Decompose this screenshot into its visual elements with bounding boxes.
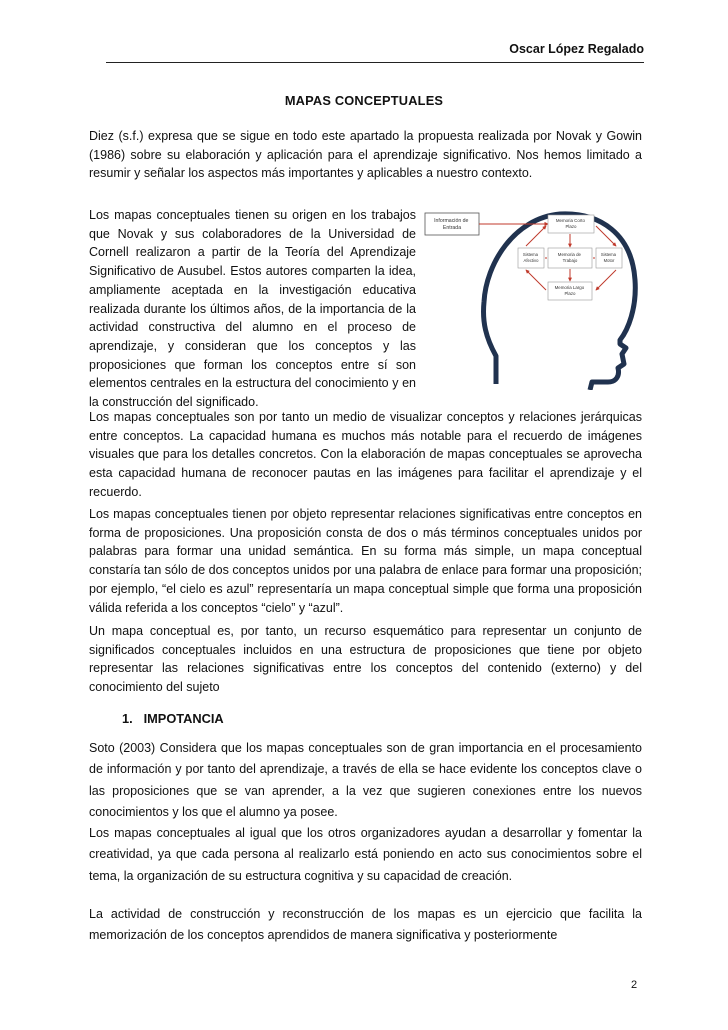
input-label-line1: Información de bbox=[434, 218, 469, 224]
paragraph-memorization: La actividad de construcción y reconstrucción de los mapas es un ejercicio que facilita la memorización de los conceptos aprendidos de manera significativa y posteriormente bbox=[89, 907, 642, 943]
paragraph-definition: Un mapa conceptual es, por tanto, un recurso esquemático para representar un conjunto de significados conceptuales incluidos en una estructura de proposiciones que tiene por objeto representar las relaciones significativas entre los conceptos del contenido (externo) y del conocimiento del sujeto bbox=[89, 624, 642, 695]
section-number: 1. bbox=[122, 711, 133, 726]
svg-text:Memoria Largo Plazo: Memoria Largo Plazo bbox=[554, 285, 585, 296]
paragraph-importance: Soto (2003) Considera que los mapas conceptuales son de gran importancia en el procesamiento de información y por tanto del aprendizaje, a través de ella se hace evidente los conceptos clave o las proposiciones que se van aprender, a la vez que sugieren conexiones entre los nuevos conocimientos y los que el alumno ya posee. bbox=[89, 741, 642, 819]
section-title: IMPOTANCIA bbox=[143, 711, 224, 726]
svg-text:Memoria de Trabajo: Memoria de Trabajo bbox=[557, 252, 581, 263]
svg-text:Sistema Motor: Sistema Motor bbox=[600, 252, 616, 263]
paragraph-creativity: Los mapas conceptuales al igual que los otros organizadores ayudan a desarrollar y fomentar la creatividad, ya que cada persona al realizarlo está poniendo en acto sus conocimientos sobre el tema, la organización de su estructura cognitiva y su capacidad de creación. bbox=[89, 826, 642, 883]
head-silhouette bbox=[484, 214, 636, 390]
header-author: Oscar López Regalado bbox=[509, 42, 644, 56]
page-header bbox=[106, 38, 644, 63]
paragraph-propositions: Los mapas conceptuales tienen por objeto representar relaciones significativas entre conceptos en forma de proposiciones. Una proposición consta de dos o más términos conceptuales unidos por palabras para formar una unidad semántica. En su forma más simple, un mapa conceptual constaría tan sólo de dos conceptos unidos por una palabra de enlace para formar una proposición; por ejemplo, “el cielo es azul” representaría un mapa conceptual simple que forma una proposición válida referida a los conceptos “cielo” y “azul”. bbox=[89, 507, 642, 615]
brain-diagram-figure bbox=[422, 198, 640, 390]
svg-text:Memoria Corto Plazo: Memoria Corto Plazo bbox=[555, 218, 585, 229]
section-heading bbox=[122, 711, 224, 726]
paragraph-visualization: Los mapas conceptuales son por tanto un medio de visualizar conceptos y relaciones jerárquicas entre conceptos. La capacidad humana es muchos más notable para el recuerdo de imágenes visuales que para los detalles concretos. Con la elaboración de mapas conceptuales se aprovecha esta capacidad humana de reconocer pautas en las imágenes para facilitar el aprendizaje y el recuerdo. bbox=[89, 410, 642, 499]
paragraph-intro: Diez (s.f.) expresa que se sigue en todo este apartado la propuesta realizada por Novak y Gowin (1986) sobre su elaboración y aplicación para el aprendizaje significativo. Nos hemos limitado a resumir y señalar los aspectos más importantes y aplicables a nuestro contexto. bbox=[89, 129, 642, 181]
paragraph-origin: Los mapas conceptuales tienen su origen en los trabajos que Novak y sus colaboradores de la Universidad de Cornell realizaron a partir de la Teoría del Aprendizaje Significativo de Ausubel. Estos autores comparten la idea, ampliamente aceptada en la investigación educativa realizada durante los últimos años, de la importancia de la actividad constructiva del alumno en el proceso de aprendizaje, y consideran que los conceptos y las proposiciones que forman los conceptos entre sí son elementos centrales en la estructura del conocimiento y en la construcción del significado. bbox=[89, 208, 416, 410]
page-title: MAPAS CONCEPTUALES bbox=[284, 93, 444, 108]
input-box bbox=[425, 213, 479, 235]
input-label-line2: Entrada bbox=[442, 225, 462, 231]
svg-text:Sistema Afectivo: Sistema Afectivo bbox=[522, 252, 539, 263]
page-number: 2 bbox=[631, 979, 638, 991]
